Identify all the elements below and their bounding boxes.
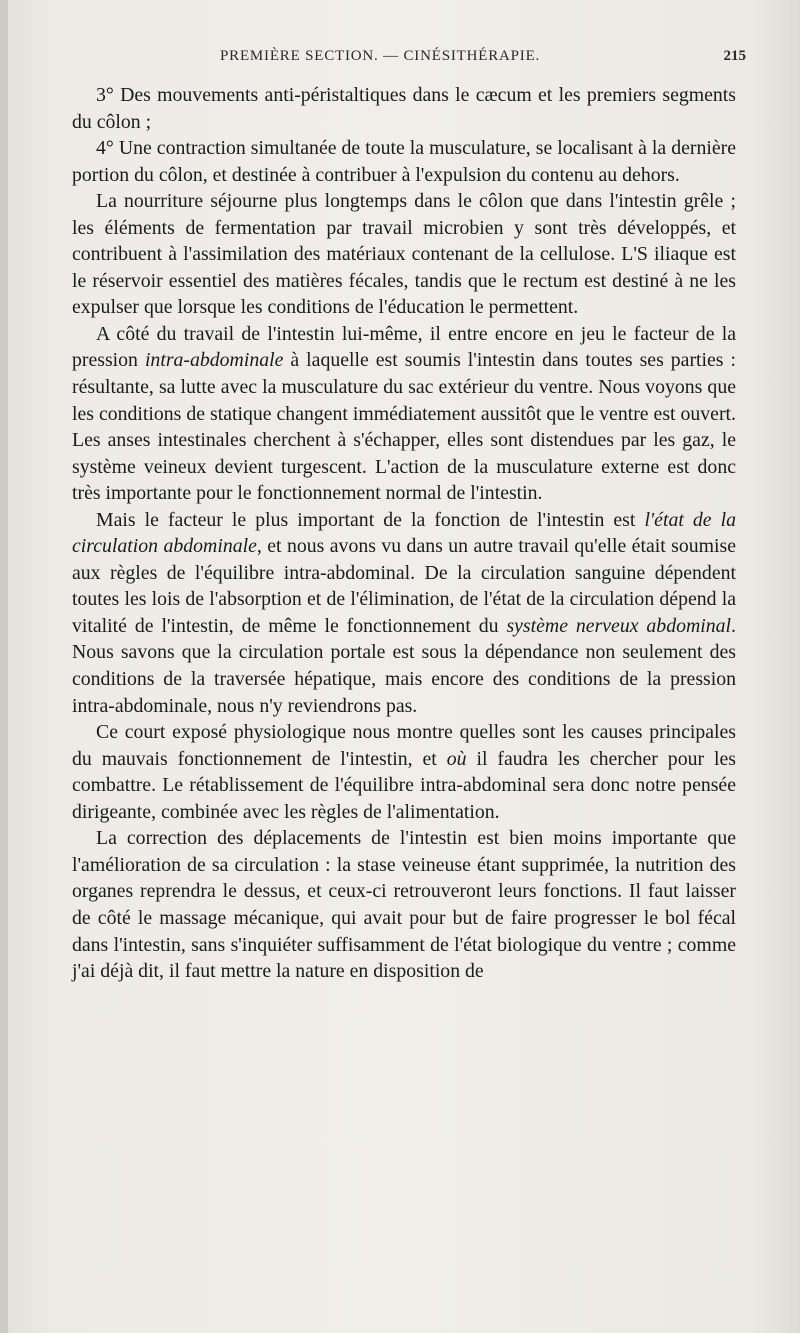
book-page — [8, 0, 800, 1333]
paragraph — [72, 82, 736, 135]
page-number: 215 — [723, 48, 746, 64]
italic-text: l'état de la circulation abdominale — [72, 508, 737, 558]
text-run: Ce court exposé physiologique nous montre quelles sont les causes principales du mauvais fonctionnement de l'intestin, et — [72, 721, 736, 770]
text-run: , et nous avons vu dans un autre travail qu'elle était soumise aux règles de l'équilibre intra-abdominal. De la circulation sanguine dépendent toutes les lois de l'absorption et de l'élimination, de l'état de la circulation dépend la vitalité de l'intestin, de même le fonctionnement du — [72, 535, 736, 637]
running-head: PREMIÈRE SECTION. — CINÉSITHÉRAPIE. — [220, 48, 541, 64]
text-run: La nourriture séjourne plus longtemps dans le côlon que dans l'intestin grêle ; les éléments de fermentation par travail microbien y sont très développés, et contribuent à l'assimilation des matériaux contenant de la cellulose. L'S iliaque est le réservoir essentiel des matières fécales, tandis que le rectum est destiné à ne les expulser que lorsque les conditions de l'éducation le permettent. — [72, 190, 736, 319]
text-run: . Nous savons que la circulation portale est sous la dépendance non seulement des conditions de la traversée hépatique, mais encore des conditions de la pression intra-abdominale, nous n'y reviendrons pas. — [72, 614, 736, 717]
paragraph — [72, 719, 736, 825]
italic-text: système nerveux abdominal — [506, 614, 732, 637]
paragraph — [72, 825, 736, 984]
italic-text: où — [446, 747, 467, 770]
text-run: Mais le facteur le plus important de la fonction de l'intestin est — [96, 508, 645, 531]
text-run: 3° Des mouvements anti-péristaltiques dans le cæcum et les premiers segments du côlon ; — [72, 84, 736, 133]
italic-text: intra-abdominale — [144, 349, 284, 372]
text-run: La correction des déplacements de l'intestin est bien moins importante que l'amélioration de sa circulation : la stase veineuse étant supprimée, la nutrition des organes reprendra le dessus, et ceux-ci retrouveront leurs fonctions. Il faut laisser de côté le massage mécanique, qui avait pour but de faire progresser le bol fécal dans l'intestin, sans s'inquiéter suffisamment de l'état biologique du ventre ; comme j'ai déjà dit, il faut mettre la nature en disposition de — [72, 827, 736, 983]
page-header — [70, 48, 746, 72]
paragraph — [72, 135, 736, 188]
body-text — [72, 82, 736, 985]
text-run: A côté du travail de l'intestin lui-même, il entre encore en jeu le facteur de la pression — [72, 322, 736, 372]
paragraph — [72, 321, 736, 507]
paragraph — [72, 507, 736, 719]
text-run: à laquelle est soumis l'intestin dans toutes ses parties : résultante, sa lutte avec la musculature du sac extérieur du ventre. Nous voyons que les conditions de statique changent immédiatement aussitôt que le ventre est ouvert. Les anses intestinales cherchent à s'échapper, elles sont distendues par les gaz, le système veineux devient turgescent. L'action de la musculature externe est donc très importante pour le fonctionnement normal de l'intestin. — [72, 349, 736, 505]
text-run: 4° Une contraction simultanée de toute la musculature, se localisant à la dernière portion du côlon, et destinée à contribuer à l'expulsion du contenu au dehors. — [72, 137, 736, 186]
text-run: il faudra les chercher pour les combattre. Le rétablissement de l'équilibre intra-abdominal sera donc notre pensée dirigeante, combinée avec les règles de l'alimentation. — [72, 747, 736, 823]
paragraph — [72, 188, 736, 321]
